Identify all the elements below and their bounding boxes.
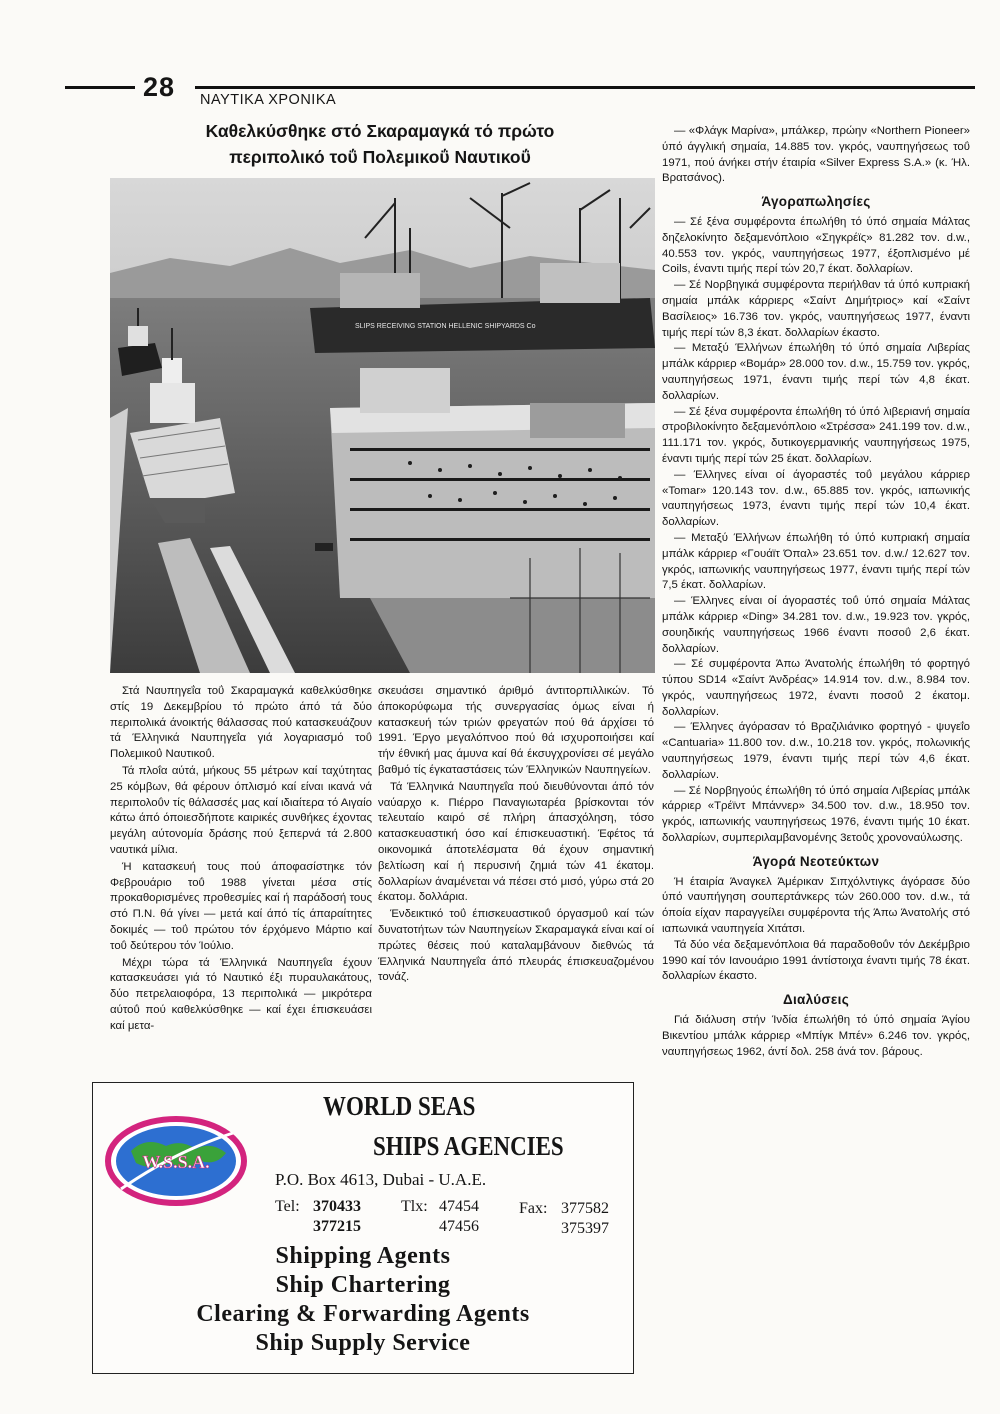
article-paragraph: σκευάσει σημαντικό άριθμό άντιτορπιλλικών. Τό άποκορύφωμα τής συνεργασίας όμως είναι ή κατασκευή τών τριών φρεγατών πού θά άρχίσει τό 1991. Έργο μεγαλόπνοο πού θά ισχυροποιήσει καί τήν έθνική μας άμυνα καί θά έκσυγχρονίσει σέ μεγάλο βαθμό τίς έγκαταστάσεις τών Έλληνικών Ναυπηγείων. — [378, 685, 654, 776]
article-headline — [100, 118, 660, 170]
ad-service: Ship Supply Service — [255, 1330, 471, 1356]
ad-fax-number: 377582 — [561, 1200, 609, 1217]
news-item: — Μεταξύ Έλλήνων έπωλήθη τό ύπό σημαία Λιβερίας μπάλκ κάρριερ «Βομάρ» 28.000 τον. d.w., 15.759 τον. γκρός, ναυπηγήσεως 1971, έναντι τιμής περί τών 4,8 έκατ. δολλαρίων. — [662, 342, 971, 402]
shipyard-banner-text: SLIPS RECEIVING STATION HELLENIC SHIPYARDS Co — [355, 323, 536, 330]
shipyard-photo — [110, 178, 655, 673]
ad-fax-number: 375397 — [561, 1220, 609, 1237]
article-column-middle — [378, 684, 654, 987]
article-paragraph: Τά πλοΐα αύτά, μήκους 55 μέτρων καί ταχύτητας 25 κόμβων, θά φέρουν όπλισμό καί είναι ικανά νά περιπολοΰν τίς θάλασσές μας καί ιδιαίτερα τό Αιγαίο κάτω άπό όποιεσδήποτε καιρικές συνθήκες έχοντας μεγάλη αύτονομία δράσης πού ξεπερνά τά 2.800 ναυτικά μίλια. — [110, 764, 372, 856]
ad-tlx-label: Tlx: — [401, 1198, 428, 1215]
ad-service: Ship Chartering — [275, 1272, 451, 1298]
article-paragraph: Τά Έλληνικά Ναυπηγεΐα πού διευθύνονται άπό τόν ναύαρχο κ. Πιέρρο Παναγιωταρέα βρίσκονται τόν τελευταίο καιρό σέ πλήρη άπασχόληση, τόσο κατασκευαστική όσο καί έπισκευαστική. Έφέτος τά οικονομικά άποτελέσματα θά έχουν σημαντική βελτίωση καί ή περυσινή ζημιά τών 41 έκατομ. δολλαρίων άναμένεται νά πέσει στό μισό, γύρω στά 20 έκατομ. δολλάρια. — [378, 780, 654, 904]
headline-line-2: περιπολικό τοΰ Πολεμικοΰ Ναυτικοΰ — [229, 147, 531, 167]
ad-address: P.O. Box 4613, Dubai - U.A.E. — [275, 1170, 487, 1189]
news-item: Τά δύο νέα δεξαμενόπλοια θά παραδοθοΰν τόν Δεκέμβριο 1990 καί τόν Ιανουάριο 1991 άντίστοιχα έναντι τιμής 78 έκατ. δολλαρίων έκαστο. — [662, 938, 970, 983]
news-item: — Έλληνες άγόρασαν τό Βραζιλιάνικο φορτηγό - ψυγεΐο «Cantuaria» 11.800 τον. d.w., 10.218 τον. γκρός, πολωνικής ναυπηγήσεως 1979, έναντι τιμής περί τών 4,6 έκατ. δολλαρίων. — [662, 721, 970, 781]
ad-service: Shipping Agents — [275, 1243, 451, 1269]
ad-title-line-2: SHIPS AGENCIES — [373, 1131, 564, 1161]
news-item: — Σέ ξένα συμφέροντα έπωλήθη τό ύπό λιβεριανή σημαία στροβιλοκίνητο δεξαμενόπλοιο «Στρέσσα» 241.199 τον. d.w., 111.171 τον. γκρός, δυτικογερμανικής ναυπηγήσεως 1975, έναντι τιμής περί τών 25 έκατ. δολλαρίων. — [662, 405, 970, 465]
magazine-title: ΝΑΥΤΙΚΑ ΧΡΟΝΙΚΑ — [200, 92, 337, 108]
headline-line-1: Καθελκύσθηκε στό Σκαραμαγκά τό πρώτο — [205, 121, 555, 141]
news-item: — Μεταξύ Έλλήνων έπωλήθη τό ύπό κυπριακή σημαία μπάλκ κάρριερ «Γουάϊτ Όπαλ» 23.651 τον. d.w./ 12.627 τον. γκρός, ιαπωνικής ναυπηγήσεως 1977, έναντι τιμής περί τών 7,5 έκατ. δολλαρίων. — [662, 531, 970, 592]
article-paragraph: Ένδεικτικό τοΰ έπισκευαστικοΰ όργασμοΰ καί τών δυνατοτήτων τών Ναυπηγείων Σκαραμαγκά είναι καί οί πρώτες θέσεις πού καταλαμβάνουν διεθνώς τά Έλληνικά Ναυπηγεΐα άπό πλευράς έπισκευαζομένου τονάζ. — [378, 908, 654, 984]
header-rule-left — [65, 86, 135, 89]
ad-tlx-number: 47454 — [439, 1198, 479, 1215]
section-title-sales: Άγοραπωλησίες — [761, 194, 871, 210]
news-item: Ή έταιρία Άναγκελ Άμέρικαν Σιπχόλντιγκς άγόρασε δύο ύπό ναυπήγηση σουπερτάνκερς τών 260.000 τον. d.w., τά όποία είχαν παραγγείλει συμφέροντα τής Άπω Άνατολής στό ιαπωνικά ναυπηγεία Χιτάτσι. — [662, 875, 970, 936]
ad-tlx-number: 47456 — [439, 1218, 479, 1235]
ad-tel-number: 377215 — [313, 1218, 361, 1235]
news-item: — «Φλάγκ Μαρίνα», μπάλκερ, πρώην «Northern Pioneer» ύπό άγγλική σημαία, 14.885 τον. γκρός, ναυπηγήσεως τοΰ 1971, πού άνήκει στήν έταιρία «Silver Express S.A.» (κ. Ήλ. Βρατσάνος). — [662, 125, 970, 185]
ad-title-line-1: WORLD SEAS — [323, 1091, 476, 1121]
news-item: — Σέ Νορβηγικά συμφέροντα περιήλθαν τά ύπό κυπριακή σημαία μπάλκ κάρριερς «Σαίντ Δημήτριος» καί «Σαίντ Βασίλειος» 16.736 τον. γκρός, ναυπηγήσεως 1977, έναντι τιμής περί τών 8,3 έκατ. δολλαρίων έκαστο. — [662, 279, 970, 339]
news-item: — Έλληνες είναι οί άγοραστές τοΰ μεγάλου κάρριερ «Tomar» 120.143 τον. d.w., 65.885 τον. γκρός, ιαπωνικής ναυπηγήσεως 1973, έναντι τιμής περί τών 10,4 έκατ. δολλαρίων. — [662, 468, 970, 529]
ad-service: Clearing & Forwarding Agents — [196, 1301, 530, 1327]
page-number: 28 — [143, 72, 176, 102]
ad-tel-number: 370433 — [313, 1198, 361, 1215]
header-rule-right — [195, 86, 975, 89]
world-seas-advertisement — [92, 1082, 634, 1374]
shipyard-photo-drawing — [110, 178, 655, 673]
news-item: — Σέ Νορβηγούς έπωλήθη τό ύπό σημαία Λιβερίας μπάλκ κάρριερ «Τρέϊντ Μπάννερ» 34.500 τον. d.w., 18.950 τον. γκρός, ιαπωνικής ναυπηγήσεως 1976, έναντι τιμής 10 έκατ. δολλαρίων, συμπεριλαμβανομένης 3ετοΰς χρονοναύλωσης. — [662, 784, 970, 845]
news-item: — Σέ συμφέροντα Άπω Άνατολής έπωλήθη τό φορτηγό τύπου SD14 «Σαίντ Άνδρέας» 14.914 τον. d.w., 8.984 τον. γκρός, ναυπηγήσεως 1972, έναντι ποσοΰ 2 έκατομ. δολλαρίων. — [662, 658, 970, 718]
section-title-scrapping: Διαλύσεις — [782, 992, 850, 1008]
article-paragraph: Ή κατασκευή τους πού άποφασίστηκε τόν Φεβρουάριο τοΰ 1988 γίνεται μέσα στίς προκαθορισμένες προθεσμίες καί ή παράδοσή τους στό Π.Ν. θά γίνει — μετά καί άπό τίς άπαραίτητες δοκιμές — τοΰ πρώτου τόν έρχόμενο Μάρτιο καί τοΰ δεύτερου τόν Ίούλιο. — [110, 860, 372, 952]
globe-logo-icon — [101, 1111, 251, 1211]
article-column-left — [110, 684, 372, 1036]
news-item: — Έλληνες είναι οί άγοραστές τοΰ ύπό σημαία Μάλτας μπάλκ κάρριερ «Ding» 34.281 τον. d.w., 19.923 τον. γκρός, σουηδικής ναυπηγήσεως 1966 έναντι ποσοΰ 2,6 έκατ. δολλαρίων. — [662, 595, 970, 655]
news-item: Γιά διάλυση στήν Ίνδία έπωλήθη τό ύπό σημαία Άγίου Βικεντίου μπάλκ κάρριερ «Μπίγκ Μπέν» 6.246 τον. γκρός, ναυπηγήσεως 1962, άντί δολ. 258 άνά τον. βάρους. — [662, 1014, 970, 1058]
ad-fax-label: Fax: — [519, 1200, 548, 1217]
news-column-right — [662, 124, 970, 1060]
article-paragraph: Μέχρι τώρα τά Έλληνικά Ναυπηγεΐα έχουν κατασκευάσει γιά τό Ναυτικό έξι πυραυλακάτους, δύο πετρελαιοφόρα, 13 περιπολικά — μικρότερα αύτοΰ πού καθελκύσθηκε — καί έχει έπισκευάσει καί μετα- — [110, 956, 372, 1032]
article-paragraph: Στά Ναυπηγεΐα τοΰ Σκαραμαγκά καθελκύσθηκε στίς 19 Δεκεμβρίου τό πρώτο άπό τά δύο περιπολικά άνοικτής θάλασσας πού κατασκευάζουν τά Έλληνικά Ναυπηγεΐα γιά λογαριασμό τοΰ Πολεμικοΰ Ναυτικοΰ. — [110, 685, 372, 761]
logo-lettering: W.S.S.A. — [142, 1152, 210, 1172]
section-title-newbuildings: Άγορά Νεοτεύκτων — [752, 853, 880, 869]
news-item: — Σέ ξένα συμφέροντα έπωλήθη τό ύπό σημαία Μάλτας δηζελοκίνητο δεξαμενόπλοιο «Σηγκρέϊς» 81.282 τον. d.w., 40.553 τον. γκρός, ναυπηγήσεως 1977, έξοπλισμένο μέ Coils, έναντι τιμής περί τών 20,7 έκατ. δολλαρίων. — [662, 215, 970, 276]
ad-tel-label: Tel: — [275, 1198, 300, 1215]
